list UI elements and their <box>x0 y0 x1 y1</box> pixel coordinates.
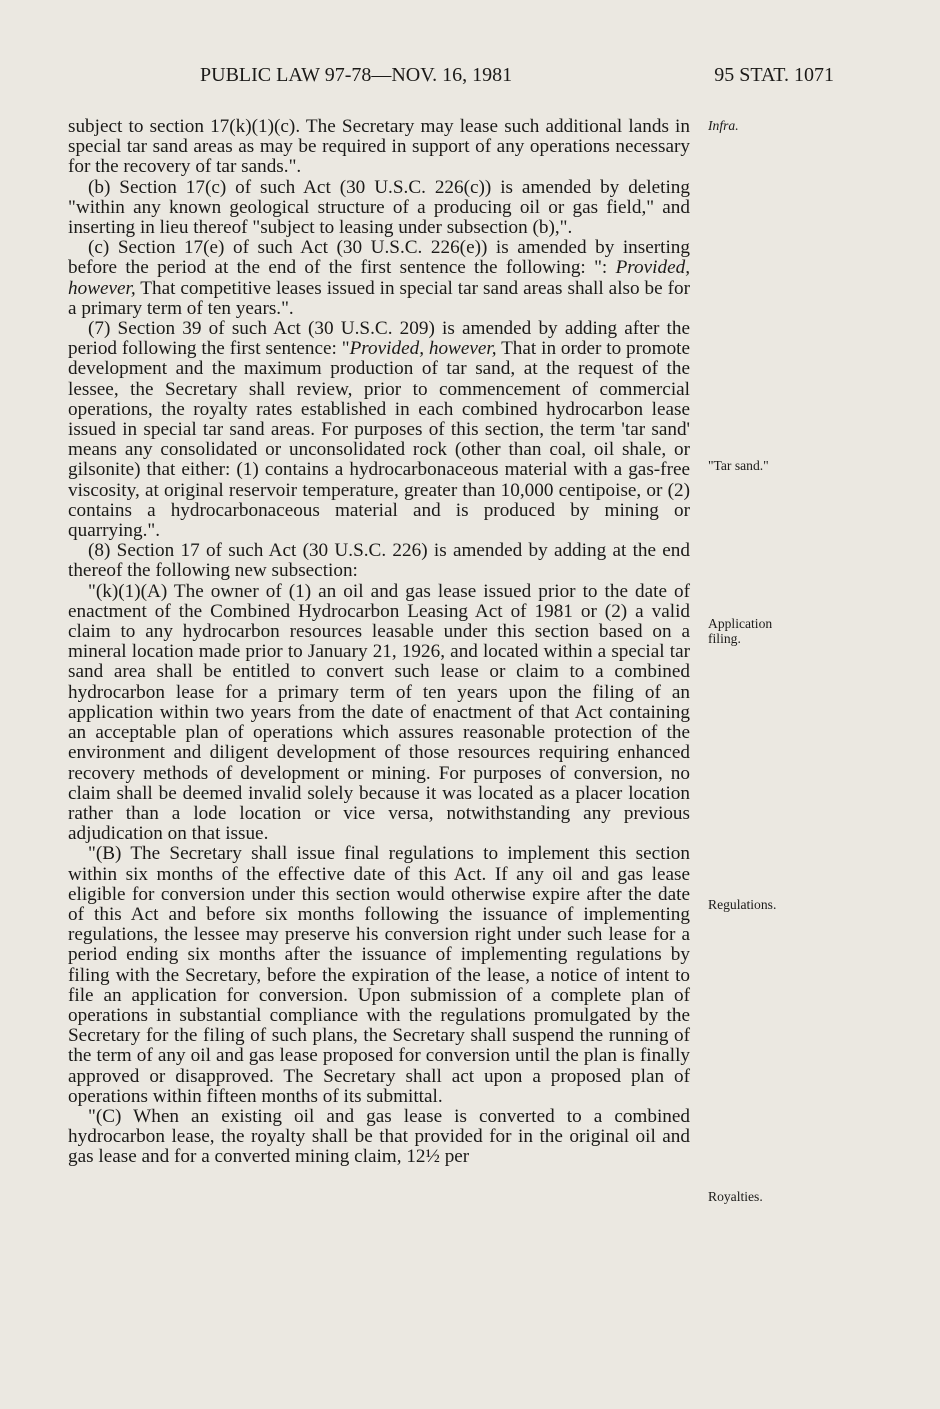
margin-note-tar-sand: "Tar sand." <box>708 458 769 473</box>
page-header <box>68 64 834 94</box>
paragraph: "(k)(1)(A) The owner of (1) an oil and gas lease issued prior to the date of enactment of the Combined Hydrocarbon Leasing Act of 1981 or (2) a valid claim to any hydrocarbon resources leasable under this section based on a mineral location made prior to January 21, 1926, and located within a special tar sand area shall be entitled to convert such lease or claim to a combined hydrocarbon lease for a primary term of ten years upon the filing of an application within two years from the date of enactment of that Act containing an acceptable plan of operations which assures reasonable protection of the environment and diligent development of those resources requiring enhanced recovery methods of development or mining. For purposes of conversion, no claim shall be deemed invalid solely because it was located as a placer location rather than a lode location or vice versa, notwithstanding any previous adjudication on that issue. <box>68 580 690 845</box>
proviso-emphasis: Provided, however, <box>68 257 690 299</box>
paragraph: (c) Section 17(e) of such Act (30 U.S.C. 226(e)) is amended by inserting before the period at the end of the first sentence the following: ": Provided, however, That competitive leases issued in special tar sand areas shall also be for a primary term of ten years.". <box>68 237 690 319</box>
paragraph: (b) Section 17(c) of such Act (30 U.S.C. 226(c)) is amended by deleting "within any known geological structure of a producing oil or gas field," and inserting in lieu thereof "subject to leasing under subsection (b),". <box>68 176 690 239</box>
proviso-emphasis: Provided, however, <box>349 338 497 360</box>
paragraph: "(B) The Secretary shall issue final regulations to implement this section within six months of the effective date of this Act. If any oil and gas lease eligible for conversion under this section would otherwise expire after the date of this Act and before six months following the issuance of implementing regulations, the lessee may preserve his conversion right under such lease for a period ending six months after the issuance of implementing regulations by filing with the Secretary, before the expiration of the lease, a notice of intent to file an application for conversion. Upon submission of a complete plan of operations in substantial compliance with the regulations promulgated by the Secretary for the filing of such plans, the Secretary shall suspend the running of the term of any oil and gas lease proposed for conversion until the plan is finally approved or disapproved. The Secretary shall act upon a proposed plan of operations within fifteen months of its submittal. <box>68 843 690 1107</box>
margin-note-regulations: Regulations. <box>708 897 777 912</box>
paragraph: (8) Section 17 of such Act (30 U.S.C. 226) is amended by adding at the end thereof the following new subsection: <box>68 540 690 582</box>
header-title: PUBLIC LAW 97-78—NOV. 16, 1981 <box>200 64 513 86</box>
header-stat-page: 95 STAT. 1071 <box>714 64 834 86</box>
body-text <box>68 117 690 1168</box>
paragraph: subject to section 17(k)(1)(c). The Secretary may lease such additional lands in special tar sand areas as may be required in support of any operations necessary for the recovery of tar sands.". <box>68 116 690 178</box>
margin-note-royalties: Royalties. <box>708 1189 763 1204</box>
margin-note-application-filing: Application filing. <box>708 616 773 646</box>
margin-note-infra: Infra. <box>708 118 739 133</box>
paragraph: "(C) When an existing oil and gas lease is converted to a combined hydrocarbon lease, the royalty shall be that provided for in the original oil and gas lease and for a converted mining claim, 12½ per <box>68 1105 690 1168</box>
paragraph: (7) Section 39 of such Act (30 U.S.C. 209) is amended by adding after the period following the first sentence: "Provided, however, That in order to promote development and the maximum production of tar sand, at the request of the lessee, the Secretary shall review, prior to commencement of commercial operations, the royalty rates established in each combined hydrocarbon lease issued in special tar sand areas. For purposes of this section, the term 'tar sand' means any consolidated or unconsolidated rock (other than coal, oil shale, or gilsonite) that either: (1) contains a hydrocarbonaceous material with a gas-free viscosity, at original reservoir temperature, greater than 10,000 centipoise, or (2) contains a hydrocarbonaceous material and is produced by mining or quarrying.". <box>68 318 691 542</box>
